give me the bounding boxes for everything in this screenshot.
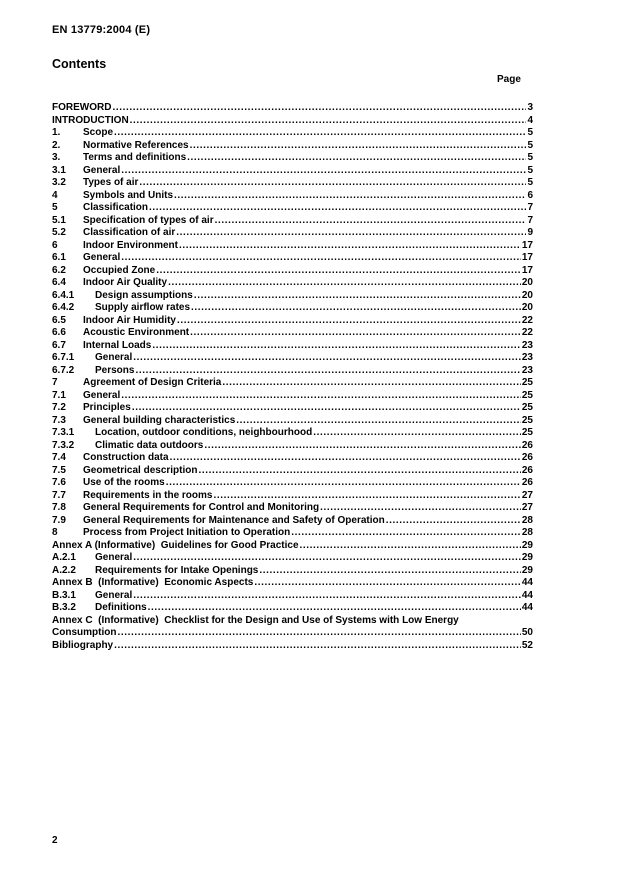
toc-entry: [52, 127, 533, 140]
toc-entry-label: Occupied Zone: [83, 264, 156, 276]
toc-entry-page: 17: [521, 239, 533, 251]
toc-entry: [52, 615, 533, 628]
toc-entry: [52, 340, 533, 353]
toc-entry: [52, 502, 533, 515]
toc-entry-page: 25: [521, 389, 533, 401]
toc-entry-number: 1.: [52, 127, 61, 138]
toc-entry-label: Annex C (Informative) Checklist for the Design and Use of Systems with Low Energy: [52, 614, 459, 626]
toc-entry-label: General: [83, 164, 121, 176]
toc-entry-label: Principles: [83, 402, 131, 413]
toc-entry-label: Scope: [83, 127, 114, 138]
contents-heading: Contents: [52, 57, 107, 71]
toc-entry-number: 3.: [52, 152, 61, 163]
toc-leader-dots: [174, 190, 526, 203]
toc-leader-dots: [190, 140, 527, 153]
toc-leader-dots: [259, 565, 521, 578]
toc-leader-dots: [215, 215, 527, 228]
toc-leader-dots: [170, 452, 521, 465]
toc-leader-dots: [191, 302, 521, 315]
toc-entry: [52, 252, 533, 265]
toc-entry-label: General: [83, 252, 121, 263]
toc-entry: [52, 390, 533, 403]
toc-leader-dots: [121, 165, 526, 178]
toc-entry-label: Acoustic Environment: [83, 327, 190, 338]
toc-entry-page: 20: [521, 277, 533, 288]
toc-entry: [52, 227, 533, 240]
toc-entry: [52, 365, 533, 378]
toc-leader-dots: [187, 152, 526, 165]
toc-entry-number: 5.1: [52, 214, 66, 226]
toc-leader-dots: [133, 552, 521, 565]
toc-leader-dots: [300, 540, 521, 553]
toc-entry-number: 2.: [52, 139, 61, 151]
toc-entry-label: Classification of air: [83, 227, 176, 238]
toc-entry-number: 7.3.2: [52, 439, 75, 451]
toc-entry-label: Supply airflow rates: [95, 302, 191, 313]
toc-entry-page: 20: [521, 302, 533, 313]
toc-entry: [52, 290, 533, 303]
toc-entry-number: 8: [52, 527, 58, 538]
toc-entry-page: 28: [521, 514, 533, 526]
toc-entry-page: 17: [521, 252, 533, 263]
toc-entry-label: Symbols and Units: [83, 189, 174, 201]
toc-leader-dots: [291, 527, 521, 540]
toc-leader-dots: [152, 340, 521, 353]
toc-entry-page: 25: [521, 377, 533, 388]
toc-entry: [52, 540, 533, 553]
toc-entry-number: 6: [52, 239, 58, 251]
toc-entry-label: Terms and definitions: [83, 152, 187, 163]
toc-entry-number: 7.3.1: [52, 427, 75, 438]
toc-entry-number: 6.2: [52, 264, 66, 276]
toc-entry-number: 7.9: [52, 514, 66, 526]
toc-entry: [52, 477, 533, 490]
toc-entry-label: Use of the rooms: [83, 477, 165, 488]
toc-entry-label: Requirements in the rooms: [83, 489, 213, 501]
toc-leader-dots: [139, 177, 526, 190]
toc-entry-number: 7.6: [52, 477, 66, 488]
toc-entry-number: 7.5: [52, 464, 66, 476]
toc-entry-page: 5: [527, 127, 533, 138]
toc-entry-label: Specification of types of air: [83, 214, 214, 226]
toc-entry-page: 22: [521, 314, 533, 326]
toc-entry: [52, 427, 533, 440]
toc-entry-number: 6.4.2: [52, 302, 75, 313]
toc-entry-page: 25: [521, 414, 533, 426]
toc-entry-label: Indoor Air Quality: [83, 277, 168, 288]
toc-entry-page: 52: [521, 639, 533, 651]
toc-entry: [52, 315, 533, 328]
toc-entry-number: 7.2: [52, 402, 66, 413]
toc-entry-page: 5: [527, 177, 533, 188]
toc-entry-page: 26: [521, 477, 533, 488]
toc-entry-page: 3: [527, 102, 533, 113]
toc-entry: [52, 377, 533, 390]
toc-entry-label: INTRODUCTION: [52, 114, 129, 126]
toc-entry-page: 17: [521, 264, 533, 276]
toc-entry: [52, 527, 533, 540]
toc-entry-page: 25: [521, 427, 533, 438]
toc-entry-number: 4: [52, 189, 58, 201]
toc-leader-dots: [130, 115, 527, 128]
toc-entry: [52, 602, 533, 615]
toc-entry: [52, 452, 533, 465]
toc-entry: [52, 627, 533, 640]
toc-leader-dots: [386, 515, 521, 528]
toc-entry-label: General: [83, 389, 121, 401]
document-header-title: EN 13779:2004 (E): [52, 24, 151, 36]
toc-entry-number: 7.7: [52, 489, 66, 501]
toc-leader-dots: [204, 440, 521, 453]
toc-entry-number: A.2.2: [52, 564, 76, 576]
toc-entry-number: 7.8: [52, 502, 66, 513]
toc-entry-number: 6.1: [52, 252, 66, 263]
toc-entry: [52, 265, 533, 278]
toc-entry-label: Definitions: [95, 602, 147, 613]
toc-entry-page: 27: [521, 502, 533, 513]
toc-leader-dots: [132, 402, 521, 415]
toc-leader-dots: [194, 290, 521, 303]
toc-entry: [52, 327, 533, 340]
toc-entry-page: 20: [521, 289, 533, 301]
toc-entry-label: Construction data: [83, 452, 169, 463]
toc-entry-label: FOREWORD: [52, 102, 112, 113]
toc-entry: [52, 165, 533, 178]
toc-entry-label: Annex A (Informative) Guidelines for Good Practice: [52, 539, 299, 551]
toc-entry-label: Design assumptions: [95, 289, 193, 301]
toc-leader-dots: [121, 390, 521, 403]
toc-entry-page: 44: [521, 589, 533, 601]
toc-entry-label: Agreement of Design Criteria: [83, 377, 222, 388]
toc-entry-label: Persons: [95, 364, 135, 376]
toc-entry-page: 5: [527, 164, 533, 176]
toc-entry-page: 29: [521, 552, 533, 563]
toc-entry-label: Internal Loads: [83, 339, 152, 351]
toc-entry-number: 3.1: [52, 164, 66, 176]
toc-entry-label: Normative References: [83, 139, 189, 151]
toc-entry-number: 7.1: [52, 389, 66, 401]
page-column-label: Page: [497, 74, 521, 85]
toc-entry: [52, 552, 533, 565]
toc-entry-page: 5: [527, 152, 533, 163]
toc-entry: [52, 490, 533, 503]
toc-entry-label: Requirements for Intake Openings: [95, 564, 259, 576]
toc-leader-dots: [213, 490, 520, 503]
toc-entry-label: Bibliography: [52, 639, 114, 651]
toc-entry-number: B.3.2: [52, 602, 76, 613]
toc-entry-page: 25: [521, 402, 533, 413]
toc-entry-label: Classification: [83, 202, 149, 213]
toc-entry: [52, 302, 533, 315]
toc-entry-number: 6.7: [52, 339, 66, 351]
toc-leader-dots: [177, 315, 521, 328]
toc-leader-dots: [190, 327, 521, 340]
toc-entry-page: 50: [521, 627, 533, 638]
toc-entry-label: Annex B (Informative) Economic Aspects: [52, 577, 254, 588]
toc-entry: [52, 515, 533, 528]
toc-leader-dots: [254, 577, 521, 590]
toc-entry-number: 7: [52, 377, 58, 388]
toc-leader-dots: [133, 352, 521, 365]
toc-leader-dots: [114, 127, 526, 140]
toc-entry-page: 29: [521, 564, 533, 576]
toc-leader-dots: [114, 640, 521, 653]
toc-entry-page: 26: [521, 464, 533, 476]
table-of-contents: [52, 102, 533, 652]
toc-entry: [52, 440, 533, 453]
toc-entry-page: 29: [521, 539, 533, 551]
toc-entry-number: 6.7.2: [52, 364, 75, 376]
toc-entry-label: Types of air: [83, 177, 139, 188]
toc-entry: [52, 140, 533, 153]
toc-entry-label: General Requirements for Maintenance and Safety of Operation: [83, 514, 385, 526]
toc-entry-page: 28: [521, 527, 533, 538]
toc-leader-dots: [121, 252, 521, 265]
toc-entry-label: General: [95, 552, 133, 563]
toc-entry-page: 23: [521, 364, 533, 376]
toc-leader-dots: [168, 277, 521, 290]
toc-leader-dots: [135, 365, 520, 378]
page-number: 2: [52, 835, 58, 846]
toc-entry-number: B.3.1: [52, 589, 76, 601]
toc-leader-dots: [112, 102, 526, 115]
toc-entry-label: Process from Project Initiation to Operation: [83, 527, 291, 538]
toc-entry: [52, 465, 533, 478]
toc-entry-number: 6.4: [52, 277, 66, 288]
toc-leader-dots: [222, 377, 521, 390]
toc-entry-number: 7.4: [52, 452, 66, 463]
toc-entry-page: 22: [521, 327, 533, 338]
toc-entry: [52, 565, 533, 578]
toc-leader-dots: [117, 627, 520, 640]
toc-entry-page: 9: [527, 227, 533, 238]
toc-entry: [52, 215, 533, 228]
toc-entry-label: General Requirements for Control and Monitoring: [83, 502, 320, 513]
toc-entry-label: Location, outdoor conditions, neighbourhood: [95, 427, 313, 438]
toc-leader-dots: [198, 465, 520, 478]
toc-entry-label: General: [95, 352, 133, 363]
toc-leader-dots: [179, 240, 521, 253]
toc-entry-page: 7: [527, 214, 533, 226]
toc-leader-dots: [320, 502, 521, 515]
toc-entry-label: General building characteristics: [83, 414, 236, 426]
toc-entry-page: 27: [521, 489, 533, 501]
toc-entry: [52, 115, 533, 128]
toc-leader-dots: [149, 202, 526, 215]
toc-entry-label: Indoor Air Humidity: [83, 314, 176, 326]
toc-entry-number: 6.4.1: [52, 289, 75, 301]
toc-entry-page: 26: [521, 439, 533, 451]
toc-entry-page: 7: [527, 202, 533, 213]
toc-entry: [52, 590, 533, 603]
toc-entry-number: 6.7.1: [52, 352, 75, 363]
toc-entry-page: 4: [527, 114, 533, 126]
toc-entry: [52, 352, 533, 365]
toc-entry: [52, 102, 533, 115]
toc-entry-page: 5: [527, 139, 533, 151]
toc-entry: [52, 277, 533, 290]
toc-entry-page: 6: [527, 189, 533, 201]
toc-leader-dots: [236, 415, 521, 428]
toc-entry-number: 7.3: [52, 414, 66, 426]
toc-entry-label: Consumption: [52, 627, 117, 638]
toc-entry-number: 6.5: [52, 314, 66, 326]
toc-entry: [52, 640, 533, 653]
toc-leader-dots: [156, 265, 521, 278]
toc-entry-label: General: [95, 589, 133, 601]
toc-entry: [52, 202, 533, 215]
toc-entry: [52, 177, 533, 190]
toc-entry: [52, 240, 533, 253]
toc-entry-page: 44: [521, 577, 533, 588]
toc-entry: [52, 190, 533, 203]
toc-entry-page: 23: [521, 352, 533, 363]
toc-leader-dots: [176, 227, 526, 240]
toc-entry-number: 5: [52, 202, 58, 213]
toc-entry: [52, 152, 533, 165]
toc-entry-number: 5.2: [52, 227, 66, 238]
toc-leader-dots: [166, 477, 521, 490]
toc-entry-number: 3.2: [52, 177, 66, 188]
toc-entry: [52, 402, 533, 415]
toc-entry-number: A.2.1: [52, 552, 76, 563]
toc-entry-label: Climatic data outdoors: [95, 439, 204, 451]
toc-entry-label: Indoor Environment: [83, 239, 178, 251]
toc-entry-label: Geometrical description: [83, 464, 198, 476]
toc-entry-page: 23: [521, 339, 533, 351]
toc-entry: [52, 577, 533, 590]
toc-leader-dots: [148, 602, 521, 615]
toc-leader-dots: [133, 590, 521, 603]
toc-entry-number: 6.6: [52, 327, 66, 338]
toc-leader-dots: [313, 427, 521, 440]
toc-entry: [52, 415, 533, 428]
toc-entry-page: 44: [521, 602, 533, 613]
toc-entry-page: 26: [521, 452, 533, 463]
